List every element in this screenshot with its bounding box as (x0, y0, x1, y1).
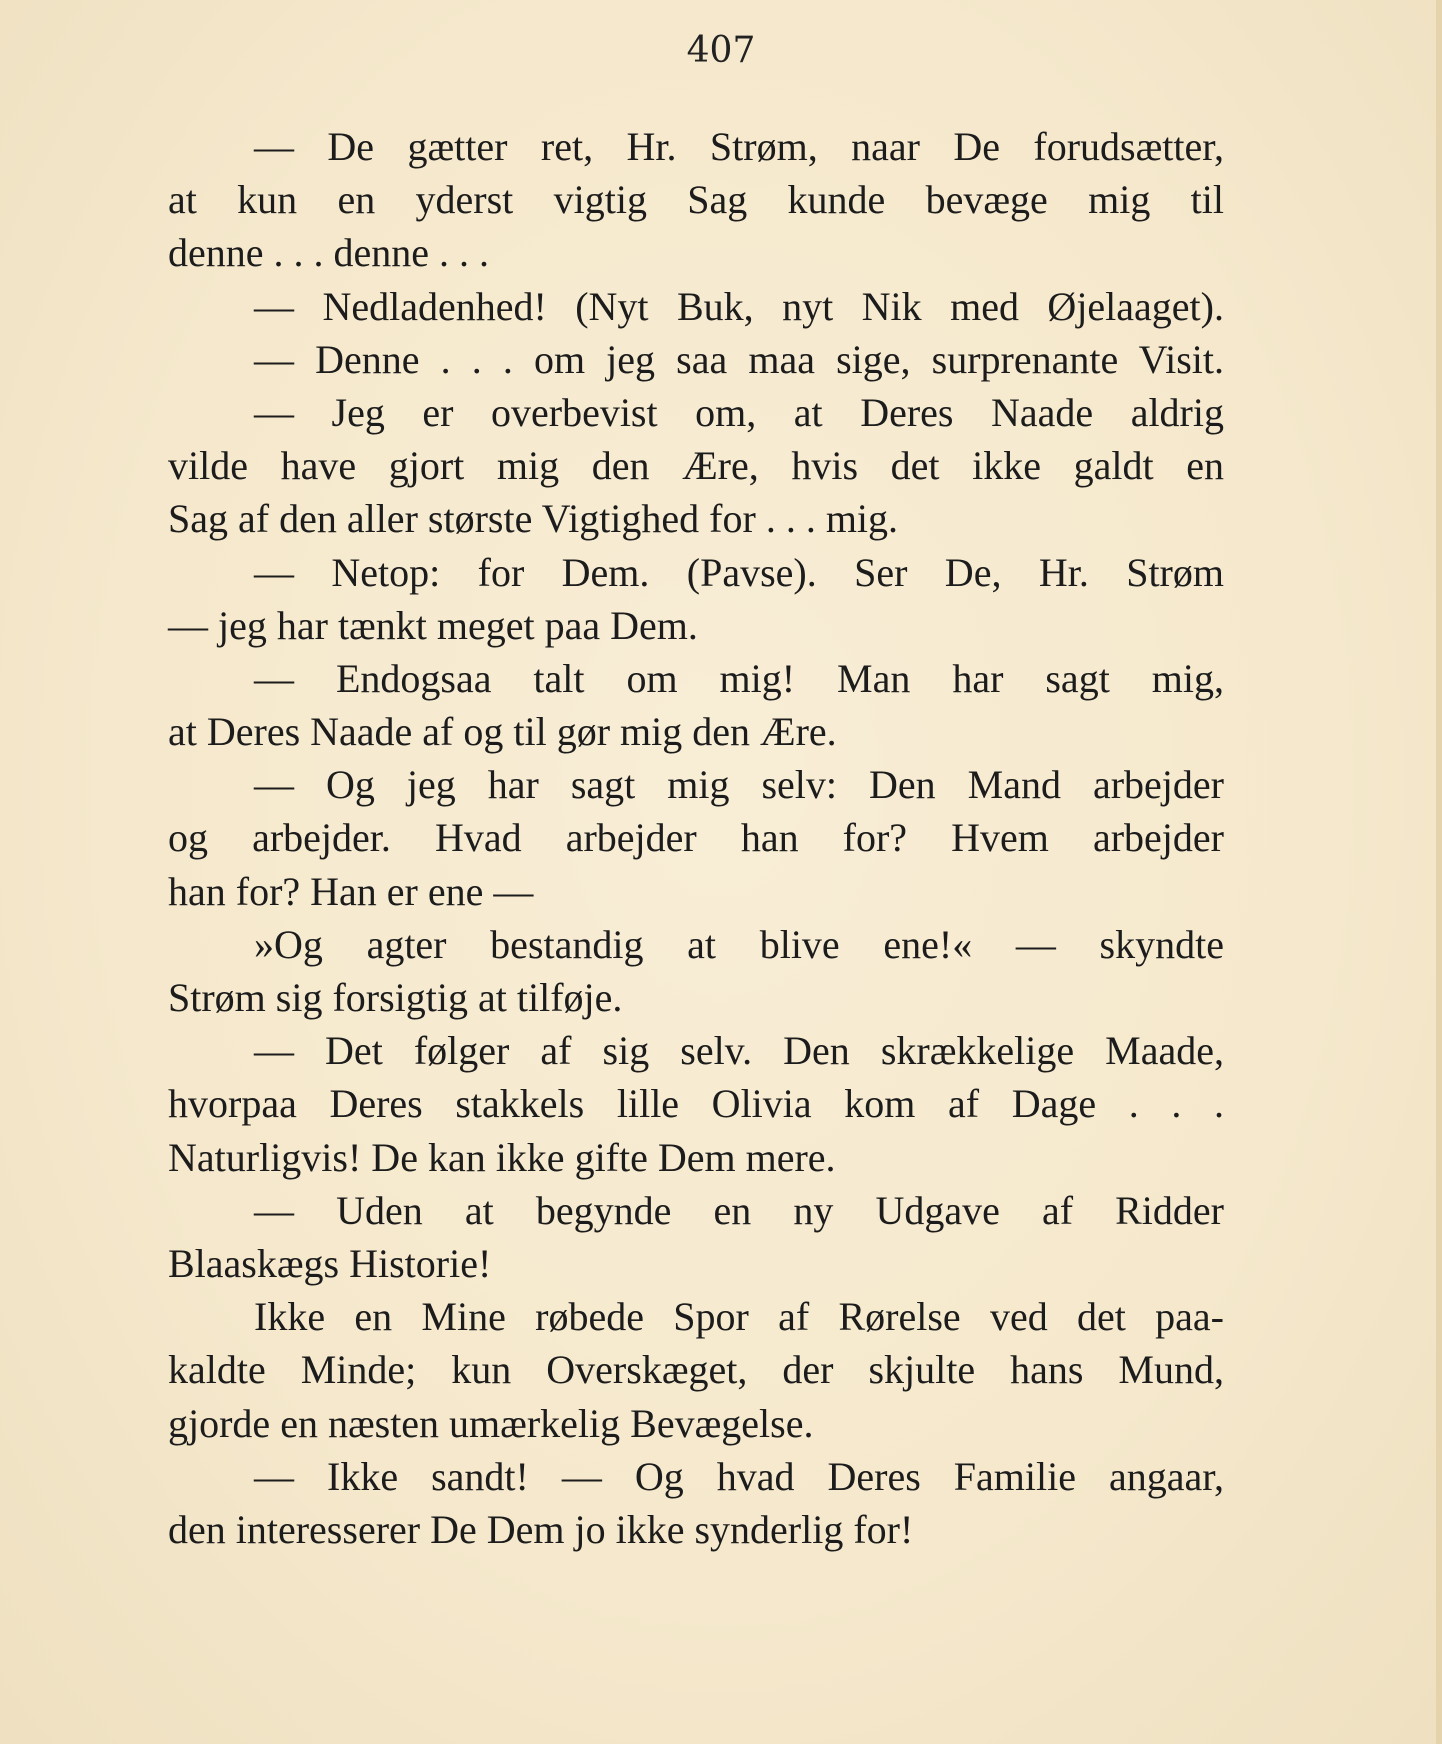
body-text (168, 120, 1224, 1556)
text-line: denne . . . denne . . . (168, 230, 490, 276)
text-line: — Denne . . . om jeg saa maa sige, surprenante Visit. (254, 336, 1224, 382)
text-line: gjorde en næsten umærkelig Bevægelse. (168, 1400, 814, 1446)
text-line: — Ikke sandt! — Og hvad Deres Familie angaar, (254, 1453, 1224, 1499)
text-line: og arbejder. Hvad arbejder han for? Hvem arbejder (168, 815, 1224, 861)
text-line: at Deres Naade af og til gør mig den Ære. (168, 709, 837, 755)
page-edge (1436, 0, 1442, 1744)
text-line: — Netop: for Dem. (Pavse). Ser De, Hr. Strøm (254, 549, 1224, 595)
text-line: Naturligvis! De kan ikke gifte Dem mere. (168, 1134, 836, 1180)
text-line: at kun en yderst vigtig Sag kunde bevæge mig til (168, 177, 1224, 223)
text-line: — Og jeg har sagt mig selv: Den Mand arbejder (254, 762, 1224, 808)
text-line: — Det følger af sig selv. Den skrækkelige Maade, (254, 1028, 1224, 1074)
text-line: kaldte Minde; kun Overskæget, der skjulte hans Mund, (168, 1347, 1224, 1393)
text-line: — De gætter ret, Hr. Strøm, naar De forudsætter, (254, 124, 1224, 169)
text-line: »Og agter bestandig at blive ene!« — skyndte (254, 921, 1224, 967)
text-line: — Uden at begynde en ny Udgave af Ridder (254, 1187, 1224, 1233)
text-line: — jeg har tænkt meget paa Dem. (168, 602, 698, 648)
text-line: vilde have gjort mig den Ære, hvis det ikke galdt en (168, 443, 1224, 489)
text-line: han for? Han er ene — (168, 868, 534, 914)
text-line: Ikke en Mine røbede Spor af Rørelse ved det paa- (254, 1294, 1224, 1340)
text-line: — Jeg er overbevist om, at Deres Naade aldrig (254, 389, 1224, 435)
text-line: — Endogsaa talt om mig! Man har sagt mig, (254, 655, 1224, 701)
text-line: Strøm sig forsigtig at tilføje. (168, 975, 623, 1020)
text-line: den interesserer De Dem jo ikke synderlig for! (168, 1506, 914, 1552)
page-number: 407 (686, 30, 756, 71)
text-line: — Nedladenhed! (Nyt Buk, nyt Nik med Øjelaaget). (254, 283, 1224, 329)
text-line: hvorpaa Deres stakkels lille Olivia kom af Dage . . . (168, 1081, 1224, 1127)
text-line: Blaaskægs Historie! (168, 1240, 492, 1286)
text-line: Sag af den aller største Vigtighed for . . . mig. (168, 496, 899, 542)
